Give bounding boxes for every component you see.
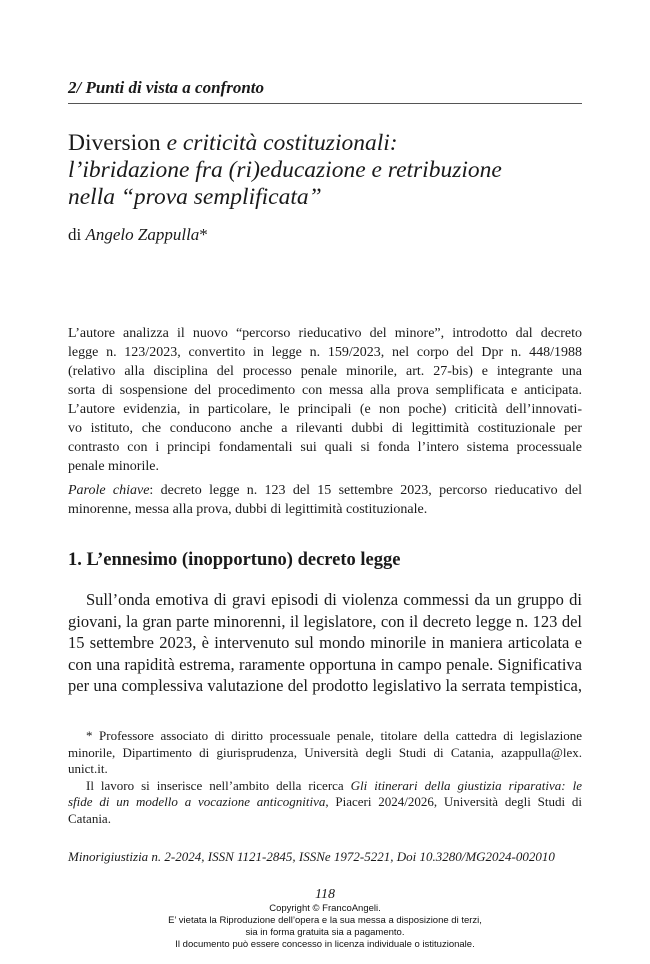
page-number: 118	[315, 887, 335, 902]
footnotes	[68, 728, 582, 827]
body-line: per una complessiva valutazione del prodotto legislativo la serrata tempistica,	[68, 676, 582, 695]
abstract-line: contrasto con i principi fondamentali sui quali si fonda l’intero sistema processuale	[68, 440, 582, 455]
footnote-line: Catania.	[68, 810, 111, 826]
footnote-line: minorile, Dipartimento di giurisprudenza, Università degli Studi di Catania, azappulla@lex.	[68, 744, 582, 760]
footnote-line: Il lavoro si inserisce nell’ambito della ricerca Gli itinerari della giustizia riparativa: le	[86, 777, 582, 793]
keywords	[68, 481, 582, 519]
copyright-line: sia in forma gratuita sia a pagamento.	[245, 927, 405, 938]
title-line-1-italic: e criticità costituzionali:	[160, 130, 398, 156]
body-line: 15 settembre 2023, è intervenuto sul mondo minorile in maniera articolata e	[68, 633, 582, 652]
body-line: giovani, la gran parte minorenni, il legislatore, con il decreto legge n. 123 del	[68, 611, 582, 631]
footnote-line: sfide di un modello a vocazione anticognitiva, Piaceri 2024/2026, Università degli Studi di	[68, 794, 582, 809]
abstract-line: sorta di sospensione del procedimento con messa alla prova semplificata e anticipata.	[68, 383, 582, 398]
footnote-line: * Professore associato di diritto processuale penale, titolare della cattedra di legislazione	[86, 728, 582, 743]
author-byline: di Angelo Zappulla*	[68, 225, 208, 244]
abstract-line: L’autore analizza il nuovo “percorso rieducativo del minore”, introdotto dal decreto	[68, 326, 582, 341]
abstract	[68, 324, 582, 476]
keywords-line: Parole chiave: decreto legge n. 123 del 15 settembre 2023, percorso rieducativo del	[68, 483, 582, 498]
author-name: Angelo Zappulla	[85, 225, 200, 244]
title-term-diversion: Diversion	[68, 130, 161, 156]
abstract-line: legge n. 123/2023, convertito in legge n. 159/2023, nel corpo del Dpr n. 448/1988	[68, 345, 582, 360]
section-header: 2/ Punti di vista a confronto	[68, 78, 582, 104]
abstract-line: penale minorile.	[68, 459, 159, 474]
abstract-line: L’autore evidenzia, in particolare, le principali (e non poche) criticità dell’innovati-	[68, 402, 582, 417]
keywords-label: Parole chiave	[68, 483, 150, 498]
body-line: Sull’onda emotiva di gravi episodi di violenza commessi da un gruppo di	[86, 590, 582, 609]
body-line: con una rapidità estrema, raramente opportuna in campo penale. Significativa	[68, 654, 582, 674]
section-1-heading: 1. L’ennesimo (inopportuno) decreto legge	[68, 550, 401, 570]
keywords-line: minorenne, messa alla prova, dubbi di legittimità costituzionale.	[68, 502, 428, 517]
title-line-2: l’ibridazione fra (ri)educazione e retribuzione	[68, 157, 502, 183]
title-line-3: nella “prova semplificata”	[68, 184, 322, 210]
footnote-line: unict.it.	[68, 761, 108, 776]
body-paragraph	[68, 589, 582, 697]
article-title	[68, 130, 588, 211]
copyright-notice	[0, 903, 650, 951]
journal-citation: Minorigiustizia n. 2-2024, ISSN 1121-2845, ISSNe 1972-5221, Doi 10.3280/MG2024-002010	[68, 849, 555, 864]
copyright-line: E’ vietata la Riproduzione dell’opera e la sua messa a disposizione di terzi,	[168, 915, 482, 926]
abstract-line: vo istituto, che conducono anche a rilevanti dubbi di legittimità costituzionale per	[68, 421, 582, 436]
copyright-line: Copyright © FrancoAngeli.	[269, 903, 381, 914]
title-line-1	[68, 130, 588, 157]
footnote-mark: *	[199, 225, 208, 244]
abstract-line: (relativo alla disciplina del processo penale minorile, art. 27-bis) e integrante una	[68, 364, 582, 379]
copyright-line: Il documento può essere concesso in licenza individuale o istituzionale.	[175, 939, 475, 950]
